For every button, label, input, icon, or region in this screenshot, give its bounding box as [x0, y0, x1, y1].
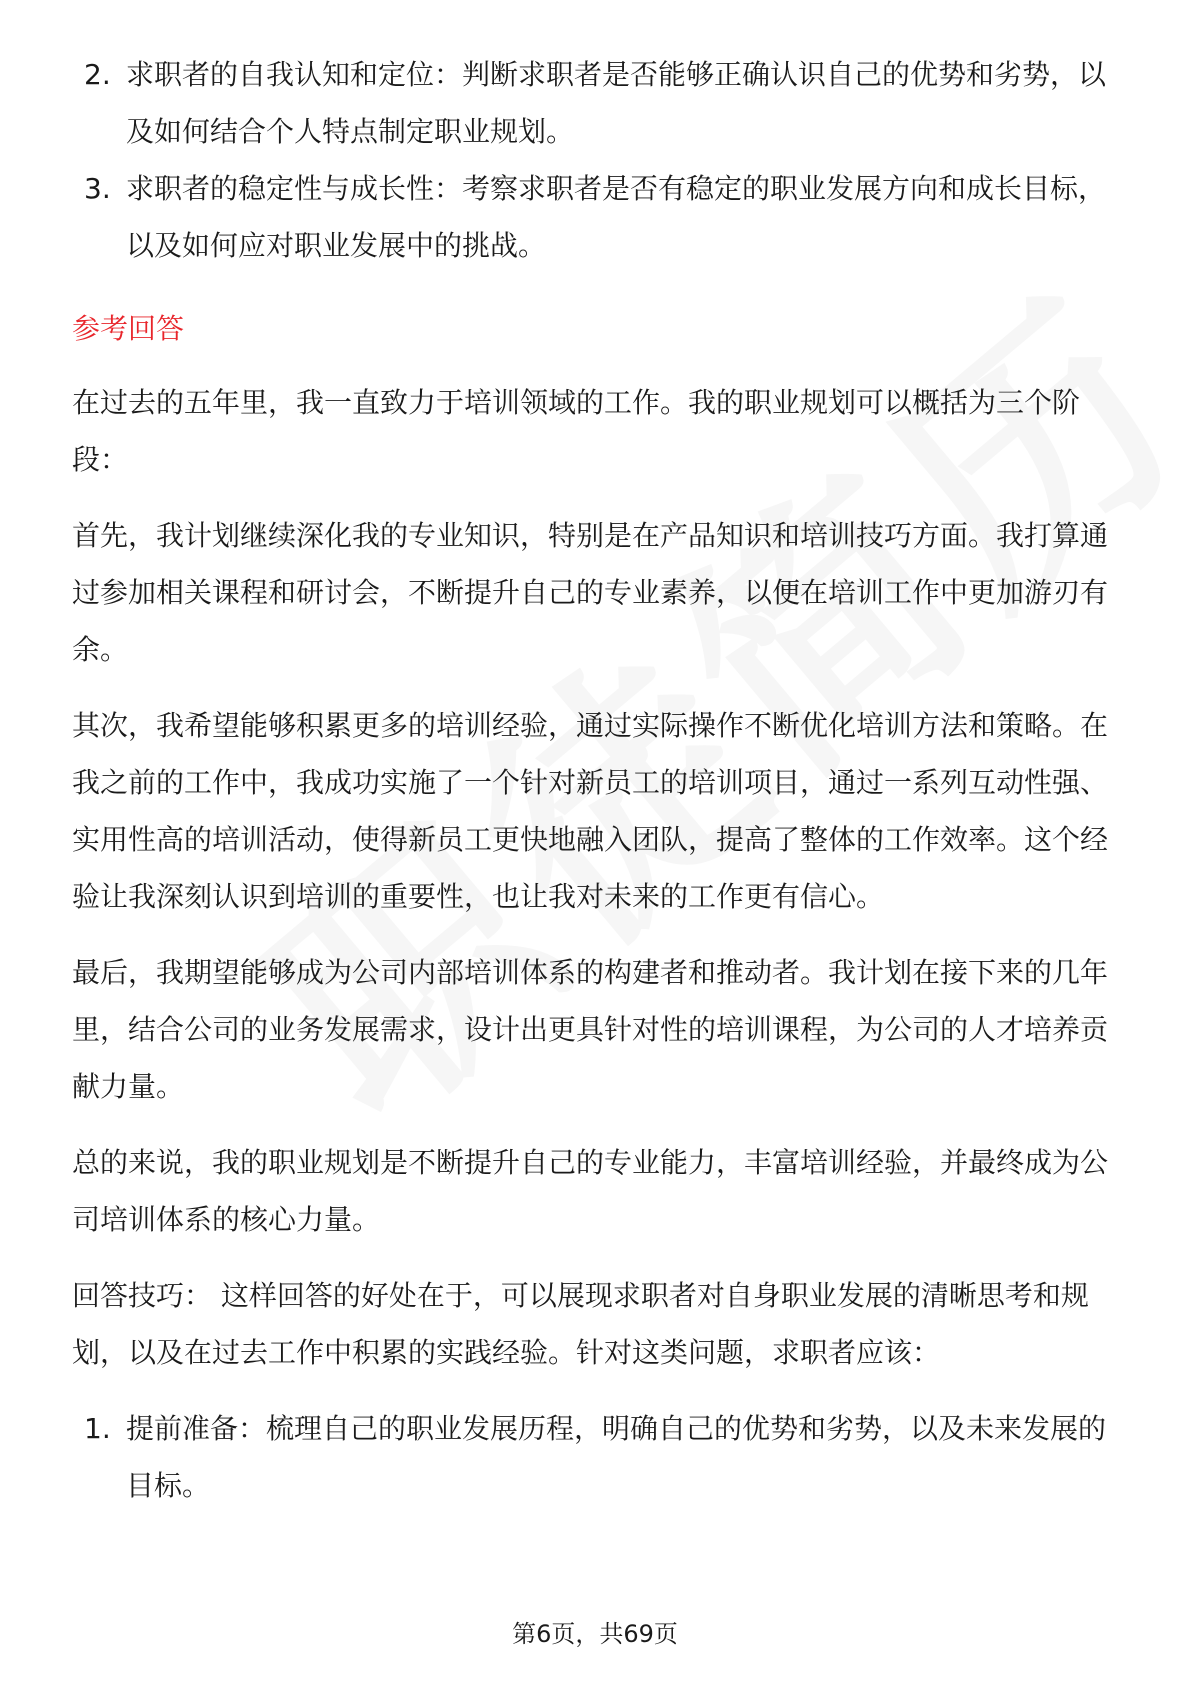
answer-paragraph-second: 其次，我希望能够积累更多的培训经验，通过实际操作不断优化培训方法和策略。在我之前的工作中，我成功实施了一个针对新员工的培训项目，通过一系列互动性强、实用性高的培训活动，使得新员工更快地融入团队，提高了整体的工作效率。这个经验让我深刻认识到培训的重要性，也让我对未来的工作更有信心。: [72, 709, 1109, 913]
answer-tips-paragraph: 回答技巧： 这样回答的好处在于，可以展现求职者对自身职业发展的清晰思考和规划，以及在过去工作中积累的实践经验。针对这类问题，求职者应该：: [72, 1279, 1089, 1369]
page-number-footer: 第6页，共69页: [512, 1620, 678, 1648]
list-item-text: 求职者的稳定性与成长性：考察求职者是否有稳定的职业发展方向和成长目标，以及如何应对职业发展中的挑战。: [126, 172, 1107, 262]
answer-paragraph-intro: 在过去的五年里，我一直致力于培训领域的工作。我的职业规划可以概括为三个阶段：: [72, 386, 1081, 476]
criteria-list: [70, 46, 1120, 274]
section-heading: 参考回答: [72, 312, 185, 345]
answer-paragraph-first: 首先，我计划继续深化我的专业知识，特别是在产品知识和培训技巧方面。我打算通过参加相关课程和研讨会，不断提升自己的专业素养，以便在培训工作中更加游刃有余。: [72, 519, 1109, 666]
list-item: [70, 160, 1120, 274]
answer-paragraph-last: 最后，我期望能够成为公司内部培训体系的构建者和推动者。我计划在接下来的几年里，结合公司的业务发展需求，设计出更具针对性的培训课程，为公司的人才培养贡献力量。: [72, 956, 1109, 1103]
list-item-text: 提前准备：梳理自己的职业发展历程，明确自己的优势和劣势，以及未来发展的目标。: [126, 1412, 1107, 1502]
tips-list: [70, 1400, 1120, 1514]
list-item-number: 1.: [84, 1412, 111, 1445]
list-item: [70, 1400, 1120, 1514]
list-item: [70, 46, 1120, 160]
list-item-text: 求职者的自我认知和定位：判断求职者是否能够正确认识自己的优势和劣势，以及如何结合个人特点制定职业规划。: [126, 58, 1107, 148]
list-item-number: 2.: [84, 58, 111, 91]
list-item-number: 3.: [84, 172, 111, 205]
answer-paragraph-summary: 总的来说，我的职业规划是不断提升自己的专业能力，丰富培训经验，并最终成为公司培训体系的核心力量。: [72, 1146, 1109, 1236]
